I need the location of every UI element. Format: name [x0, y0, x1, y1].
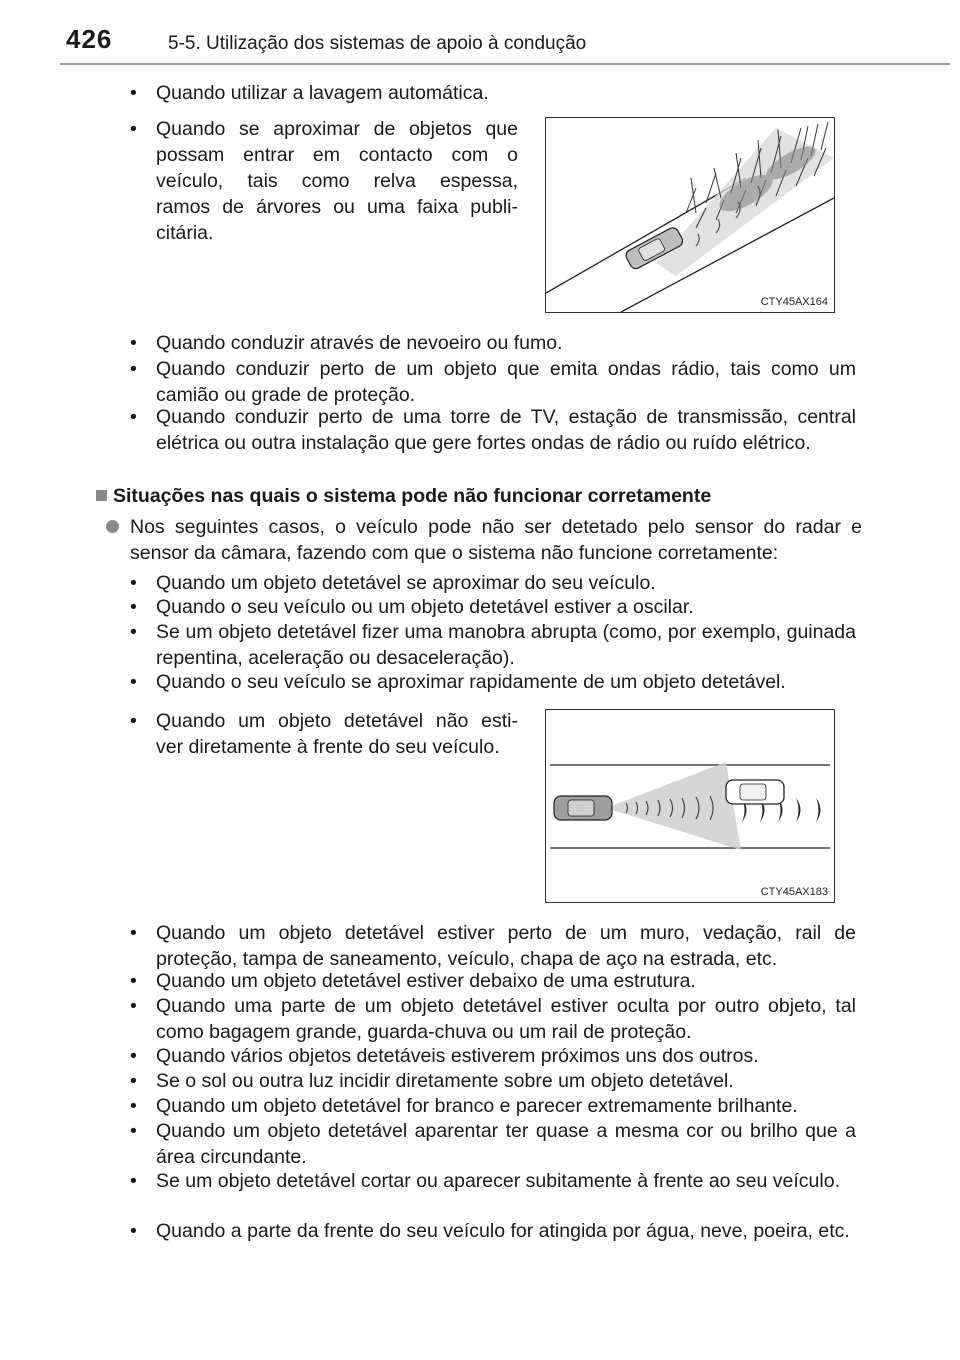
list-item-text: Quando o seu veículo ou um objeto detetável estiver a oscilar.: [156, 596, 694, 618]
list-item-text: Se um objeto detetável cortar ou aparecer subitamente à frente ao seu veículo.: [156, 1170, 840, 1192]
figure-code: CTY45AX183: [760, 886, 828, 898]
list-item: [130, 594, 856, 620]
bullet-marker: •: [130, 671, 137, 693]
list-item-text: Se um objeto detetável fizer uma manobra abrupta (como, por exemplo, guinada repentina, aceleração ou desaceleração).: [156, 621, 856, 669]
list-item-text: Quando conduzir perto de uma torre de TV, estação de transmissão, central elétrica ou outra instalação que gere fortes ondas de rádio ou ruído elétrico.: [156, 406, 856, 454]
bullet-marker: •: [130, 332, 137, 354]
list-item: [130, 570, 856, 596]
list-item: [130, 1043, 856, 1069]
list-item-text: Quando a parte da frente do seu veículo for atingida por água, neve, poeira, etc.: [156, 1220, 850, 1242]
bullet-marker: •: [130, 1120, 137, 1142]
list-item: [130, 669, 856, 695]
list-item: [130, 1168, 856, 1194]
list-item-text: Quando utilizar a lavagem automática.: [156, 82, 489, 104]
bullet-marker: •: [130, 1070, 137, 1092]
list-item: [130, 330, 856, 356]
page-header-title: 5-5. Utilização dos sistemas de apoio à condução: [168, 33, 587, 54]
bullet-marker: •: [130, 406, 137, 428]
list-item: [130, 1068, 856, 1094]
list-item: [130, 708, 518, 760]
list-item: [130, 993, 856, 1045]
header-divider: [60, 63, 950, 65]
car-approaching-vegetation-illustration-icon: [546, 118, 834, 312]
list-item-text: Quando conduzir perto de um objeto que emita ondas rádio, tais como um camião ou grade de proteção.: [156, 358, 856, 406]
list-item-text: Quando um objeto detetável estiver perto de um muro, vedação, rail de proteção, tampa de saneamento, veículo, chapa de aço na estrada, etc.: [156, 922, 856, 970]
bullet-marker: •: [130, 922, 137, 944]
list-item-text: Quando se aproximar de objetos que possam entrar em contacto com o veículo, tais como relva espessa, ramos de árvores ou uma faixa publi- citária.: [156, 118, 518, 244]
list-item-text: Quando uma parte de um objeto detetável estiver oculta por outro objeto, tal como bagagem grande, guarda-chuva ou um rail de proteção.: [156, 995, 856, 1043]
list-item-text: Quando um objeto detetável aparentar ter quase a mesma cor ou brilho que a área circundante.: [156, 1120, 856, 1168]
list-item: [130, 1093, 856, 1119]
list-item: [130, 404, 856, 456]
bullet-marker: •: [130, 995, 137, 1017]
figure-vegetation: [545, 117, 835, 313]
square-marker-icon: [96, 490, 107, 501]
list-item-text: Quando um objeto detetável estiver debaixo de uma estrutura.: [156, 970, 696, 992]
bullet-marker: •: [130, 621, 137, 643]
bullet-marker: •: [130, 82, 137, 104]
bullet-marker: •: [130, 710, 137, 732]
radar-offset-vehicle-illustration-icon: [546, 710, 834, 902]
bullet-marker: •: [130, 1170, 137, 1192]
list-item-text: Quando um objeto detetável não esti- ver diretamente à frente do seu veículo.: [156, 710, 518, 758]
bullet-marker: •: [130, 572, 137, 594]
list-item-text: Quando um objeto detetável se aproximar do seu veículo.: [156, 572, 656, 594]
bullet-marker: •: [130, 1220, 137, 1242]
list-item: [130, 968, 856, 994]
list-item: [130, 116, 518, 246]
bullet-marker: •: [130, 970, 137, 992]
figure-offset-vehicle: [545, 709, 835, 903]
section-intro-text: Nos seguintes casos, o veículo pode não ser detetado pelo sensor do radar e sensor da câmara, fazendo com que o sistema não funcione corretamente:: [130, 516, 862, 564]
list-item: [130, 356, 856, 408]
list-item-text: Quando o seu veículo se aproximar rapidamente de um objeto detetável.: [156, 671, 786, 693]
bullet-marker: •: [130, 118, 137, 140]
bullet-marker: •: [130, 1095, 137, 1117]
list-item: [130, 1218, 856, 1244]
list-item: [130, 619, 856, 671]
bullet-marker: •: [130, 1045, 137, 1067]
list-item: [130, 1118, 856, 1170]
list-item-text: Quando conduzir através de nevoeiro ou fumo.: [156, 332, 563, 354]
bullet-marker: •: [130, 596, 137, 618]
figure-code: CTY45AX164: [760, 296, 828, 308]
list-item: [130, 920, 856, 972]
circle-marker-icon: [106, 520, 119, 533]
section-heading: Situações nas quais o sistema pode não funcionar corretamente: [96, 483, 876, 509]
bullet-marker: •: [130, 358, 137, 380]
list-item-text: Se o sol ou outra luz incidir diretamente sobre um objeto detetável.: [156, 1070, 734, 1092]
list-item-text: Quando um objeto detetável for branco e parecer extremamente brilhante.: [156, 1095, 798, 1117]
list-item-text: Quando vários objetos detetáveis estiverem próximos uns dos outros.: [156, 1045, 759, 1067]
list-item: [130, 80, 856, 106]
page-number: 426: [66, 24, 113, 54]
section-intro: [106, 514, 862, 566]
